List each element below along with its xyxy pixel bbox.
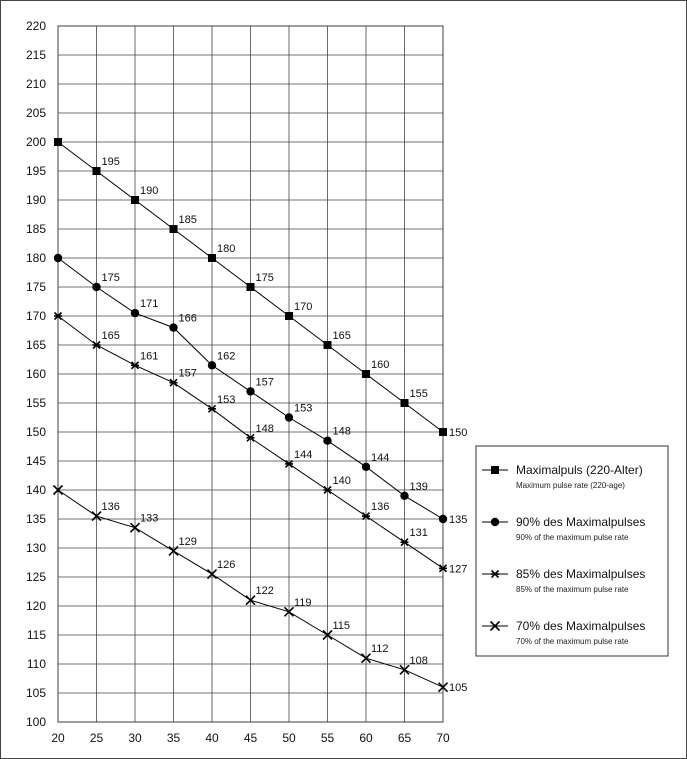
data-label: 126	[217, 559, 236, 572]
y-tick-label: 180	[25, 251, 46, 265]
data-label: 135	[449, 514, 468, 526]
data-point-90-des-maximalpulses	[131, 309, 139, 317]
data-point-maximalpuls-220-alter	[170, 225, 178, 233]
y-tick-label: 155	[25, 396, 46, 410]
data-label: 112	[371, 643, 389, 656]
y-tick-label: 110	[26, 657, 46, 671]
data-label: 127	[449, 563, 468, 576]
data-point-maximalpuls-220-alter	[362, 370, 370, 378]
data-label: 162	[217, 350, 236, 363]
data-label: 129	[178, 535, 197, 548]
y-tick-label: 195	[25, 164, 46, 178]
data-point-90-des-maximalpulses	[208, 361, 216, 369]
y-tick-label: 170	[25, 309, 46, 323]
data-label: 148	[332, 425, 351, 438]
x-tick-label: 30	[128, 731, 142, 745]
y-tick-label: 115	[26, 628, 46, 642]
y-tick-label: 135	[25, 512, 46, 526]
data-label: 160	[371, 359, 390, 371]
data-label: 166	[178, 312, 197, 325]
x-tick-label: 65	[397, 731, 412, 745]
data-label: 136	[371, 501, 390, 514]
data-label: 153	[294, 402, 313, 415]
x-tick-label: 60	[359, 731, 373, 745]
data-point-maximalpuls-220-alter	[247, 283, 255, 291]
data-label: 195	[101, 156, 120, 168]
legend-label-70-des-maximalpulses: 70% des Maximalpulses	[516, 619, 646, 633]
y-tick-label: 205	[25, 106, 46, 120]
data-label: 133	[140, 512, 159, 525]
data-label: 157	[255, 376, 274, 389]
legend-label-85-des-maximalpulses: 85% des Maximalpulses	[516, 567, 646, 581]
data-label: 171	[140, 298, 159, 311]
data-label: 175	[255, 272, 274, 284]
legend-marker-90-des-maximalpulses	[491, 518, 499, 526]
data-label: 175	[101, 272, 120, 284]
data-point-90-des-maximalpulses	[54, 254, 62, 262]
data-point-maximalpuls-220-alter	[401, 399, 409, 407]
data-label: 165	[332, 330, 351, 342]
y-tick-label: 215	[25, 48, 46, 62]
data-point-90-des-maximalpulses	[323, 437, 331, 445]
data-point-maximalpuls-220-alter	[54, 138, 62, 146]
data-label: 180	[217, 243, 236, 255]
legend-sublabel-85-des-maximalpulses: 85% of the maximum pulse rate	[516, 585, 629, 594]
data-point-maximalpuls-220-alter	[93, 167, 101, 175]
data-label: 119	[294, 596, 312, 609]
legend-sublabel-90-des-maximalpulses: 90% of the maximum pulse rate	[516, 533, 629, 542]
data-label: 148	[255, 422, 274, 435]
data-point-90-des-maximalpulses	[92, 283, 100, 291]
data-label: 185	[178, 214, 197, 226]
y-tick-label: 150	[25, 425, 46, 439]
x-tick-label: 70	[436, 731, 450, 745]
x-tick-label: 25	[89, 731, 104, 745]
data-label: 157	[178, 367, 197, 380]
x-tick-label: 40	[205, 731, 219, 745]
data-label: 150	[449, 427, 468, 439]
y-tick-label: 140	[25, 483, 46, 497]
y-tick-label: 190	[25, 193, 46, 207]
legend-marker-maximalpuls-220-alter	[491, 466, 499, 474]
y-tick-label: 145	[25, 454, 46, 468]
y-tick-label: 160	[25, 367, 46, 381]
data-point-90-des-maximalpulses	[169, 323, 177, 331]
data-label: 144	[371, 451, 390, 464]
data-point-maximalpuls-220-alter	[439, 428, 447, 436]
x-tick-label: 55	[320, 731, 335, 745]
data-point-90-des-maximalpulses	[362, 463, 370, 471]
legend-sublabel-maximalpuls-220-alter: Maximum pulse rate (220-age)	[516, 481, 625, 490]
data-label: 165	[101, 330, 120, 342]
y-tick-label: 210	[25, 77, 46, 91]
legend-label-maximalpuls-220-alter: Maximalpuls (220-Alter)	[516, 463, 643, 477]
data-point-90-des-maximalpulses	[400, 492, 408, 500]
data-label: 144	[294, 448, 313, 461]
data-label: 108	[409, 654, 428, 667]
y-tick-label: 130	[25, 541, 46, 555]
data-label: 115	[332, 620, 351, 632]
data-point-maximalpuls-220-alter	[131, 196, 139, 204]
y-tick-label: 185	[25, 222, 46, 236]
data-label: 105	[449, 682, 468, 695]
legend-label-90-des-maximalpulses: 90% des Maximalpulses	[516, 515, 646, 529]
data-point-90-des-maximalpulses	[246, 387, 254, 395]
x-tick-label: 50	[282, 731, 296, 745]
y-tick-label: 175	[25, 280, 46, 294]
y-tick-label: 105	[25, 686, 46, 700]
data-label: 131	[409, 527, 428, 540]
y-tick-label: 220	[25, 19, 46, 33]
data-point-maximalpuls-220-alter	[285, 312, 293, 320]
data-point-90-des-maximalpulses	[439, 515, 447, 523]
data-label: 139	[409, 480, 428, 493]
y-tick-label: 200	[25, 135, 46, 149]
data-label: 161	[140, 350, 159, 363]
data-point-maximalpuls-220-alter	[208, 254, 216, 262]
y-tick-label: 165	[25, 338, 46, 352]
data-label: 190	[140, 185, 159, 197]
y-tick-label: 120	[25, 599, 46, 613]
legend-sublabel-70-des-maximalpulses: 70% of the maximum pulse rate	[516, 637, 629, 646]
y-tick-label: 125	[25, 570, 46, 584]
data-label: 140	[332, 475, 351, 487]
data-label: 122	[255, 585, 274, 598]
data-point-maximalpuls-220-alter	[324, 341, 332, 349]
data-label: 170	[294, 301, 313, 313]
x-tick-label: 35	[166, 731, 181, 745]
x-tick-label: 45	[243, 731, 258, 745]
data-label: 155	[409, 388, 428, 400]
x-tick-label: 20	[51, 731, 65, 745]
data-label: 136	[101, 501, 120, 514]
y-tick-label: 100	[25, 715, 46, 729]
data-point-90-des-maximalpulses	[285, 413, 293, 421]
data-label: 153	[217, 393, 236, 406]
